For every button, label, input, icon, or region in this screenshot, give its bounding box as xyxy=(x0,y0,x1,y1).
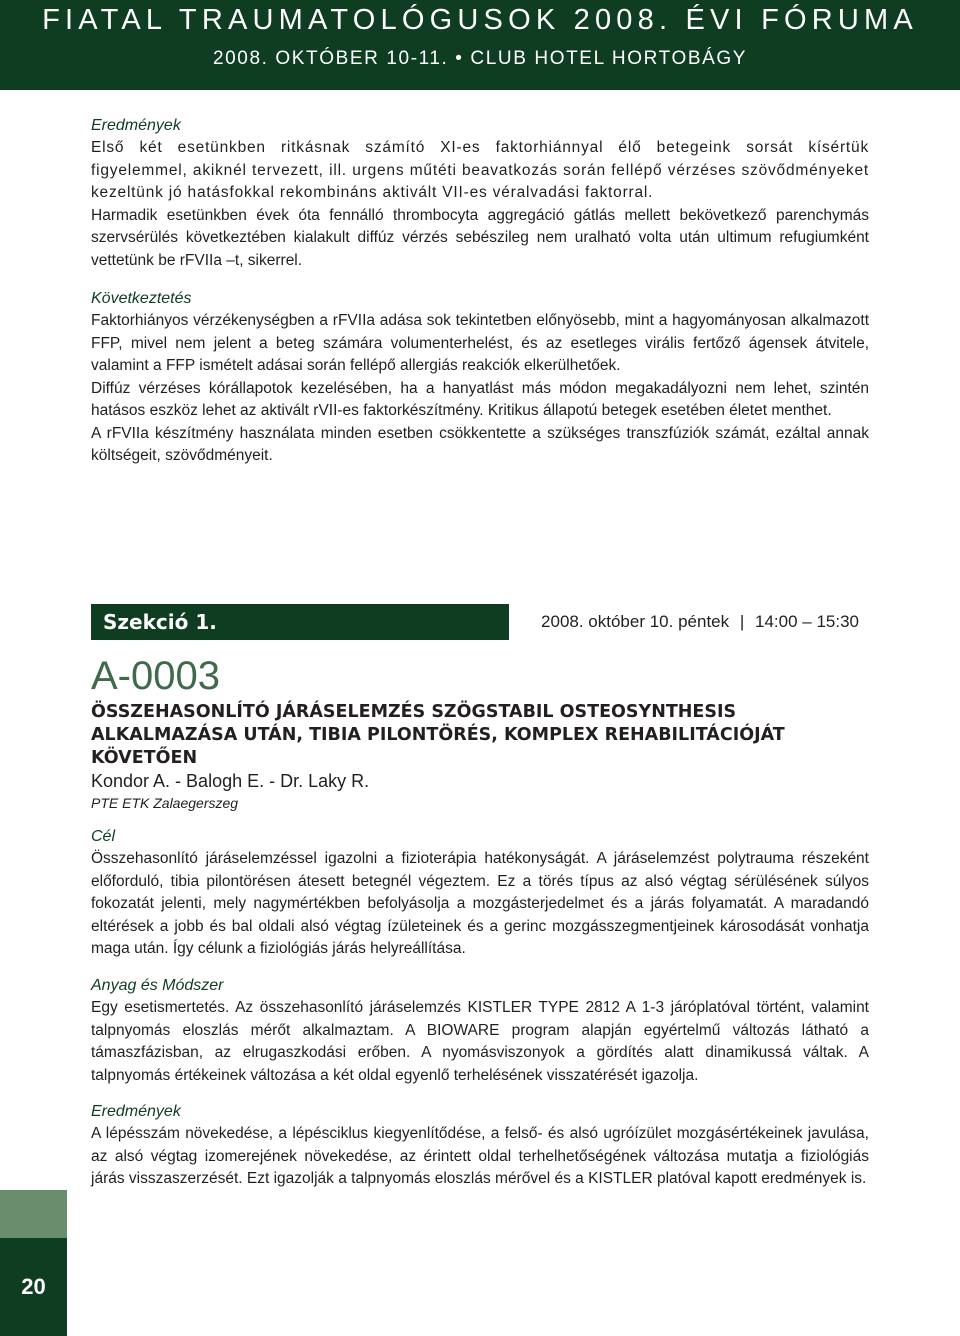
session-datetime xyxy=(509,604,869,640)
conclusion-paragraph-1: Faktorhiányos vérzékenységben a rFVIIa adása sok tekintetben előnyösebb, mint a hagyományosan alkalmazott FFP, mivel nem jelent a beteg számára volumenterhelést, és az esetleges virális fertőző ágensek átvitele, valamint a FFP ismételt adásai során fellépő allergiás reakciók elkerülhetőek. xyxy=(91,312,869,374)
prev-abstract-results xyxy=(91,115,869,272)
abstract-title: ÖSSZEHASONLÍTÓ JÁRÁSELEMZÉS SZÖGSTABIL OSTEOSYNTHESIS ALKALMAZÁSA UTÁN, TIBIA PILONTÖRÉS, KOMPLEX REHABILITÁCIÓJÁT KÖVETŐEN xyxy=(91,702,785,768)
abstract-id: A-0003 xyxy=(91,654,220,698)
aim-section xyxy=(91,826,869,961)
conclusion-paragraph-2: Diffúz vérzéses kórállapotok kezelésében, ha a hanyatlást más módon megakadályozni nem lehet, szintén hatásos eszköz lehet az aktivált rVII-es faktorkészítmény. Kritikus állapotú betegek esetében életet menthet. xyxy=(91,379,869,419)
forum-title: FIATAL TRAUMATOLÓGUSOK 2008. ÉVI FÓRUMA xyxy=(42,4,918,36)
conclusion-heading: Következtetés xyxy=(91,290,192,307)
session-separator: | xyxy=(739,612,745,631)
results-paragraph-2: Harmadik esetünkben évek óta fennálló thrombocyta aggregáció gátlás mellett bekövetkező parenchymás szervsérülés következtében kialakult diffúz vérzés sebészileg nem uralható volta után ultimum refugiumként vettetünk be rFVIIa –t, sikerrel. xyxy=(91,206,869,269)
abstract-affiliation: PTE ETK Zalaegerszeg xyxy=(91,795,239,811)
results-section xyxy=(91,1101,869,1191)
results-heading: Eredmények xyxy=(91,117,181,134)
session-time: 14:00 – 15:30 xyxy=(755,612,859,631)
page-number: 20 xyxy=(0,1238,67,1336)
results-paragraph-1: Első két esetünkben ritkásnak számító XI-es faktorhiánnyal élő betegeink sorsát kísértük figyelemmel, akiknél tervezett, ill. urgens műtéti beavatkozás során fellépő vérzéses szövődményeket kezeltünk jó hatásfokkal rekombináns aktivált VII-es véralvadási faktorral. xyxy=(91,139,869,201)
page-header xyxy=(0,0,960,90)
abstract-results-heading: Eredmények xyxy=(91,1103,181,1120)
forum-subtitle: 2008. OKTÓBER 10-11. • CLUB HOTEL HORTOBÁGY xyxy=(212,48,748,69)
prev-abstract-conclusion xyxy=(91,288,869,468)
methods-heading: Anyag és Módszer xyxy=(91,977,224,994)
abstract-authors: Kondor A. - Balogh E. - Dr. Laky R. xyxy=(91,771,370,791)
abstract-results-text: A lépésszám növekedése, a lépésciklus kiegyenlítődése, a felső- és alsó ugróízület mozgásértékeinek javulása, az alsó végtag izomerejének növekedése, az érintett oldal terhelhetőségének változása mutatja a fiziológiás járás visszaszerzését. Ezt igazolják a talpnyomás eloszlás mérővel és a KISTLER platóval kapott eredmények is. xyxy=(91,1125,869,1187)
methods-text: Egy esetismertetés. Az összehasonlító járáselemzés KISTLER TYPE 2812 A 1-3 járóplatóval történt, valamint talpnyomás eloszlás mérőt alkalmaztam. A BIOWARE program alapján egyértelmű változás látható a támaszfázisban, az elrugaszkodási erőben. A nyomásviszonyok a gördítés alatt dinamikussá váltak. A talpnyomás értékeinek változása a két oldal egyenlő terhelésének visszatérését igazolja. xyxy=(91,999,869,1084)
aim-text: Összehasonlító járáselemzéssel igazolni a fizioterápia hatékonyságát. A járáselemzést polytrauma részeként előforduló, tibia pilontörésen átesett betegnél végeztem. Ez a törés típus az alsó végtag sérülésének súlyos fokozatát jelenti, mely nagymértékben befolyásolja a mozgásterjedelmet és a járás folyamatát. A maradandó eltérések a jobb és bal oldali alsó végtag ízületeinek és a gerinc mozgásszegmentjeinek károsodását vonhatja maga után. Így célunk a fiziológiás járás helyreállítása. xyxy=(91,850,869,957)
conclusion-paragraph-3: A rFVIIa készítmény használata minden esetben csökkentette a szükséges transzfúziók számát, ezáltal annak költségeit, szövődményeit. xyxy=(91,424,869,464)
section-label: Szekció 1. xyxy=(103,610,217,634)
session-date: 2008. október 10. péntek xyxy=(541,612,730,631)
methods-section xyxy=(91,975,869,1087)
aim-heading: Cél xyxy=(91,828,116,845)
section-bar xyxy=(91,604,869,640)
